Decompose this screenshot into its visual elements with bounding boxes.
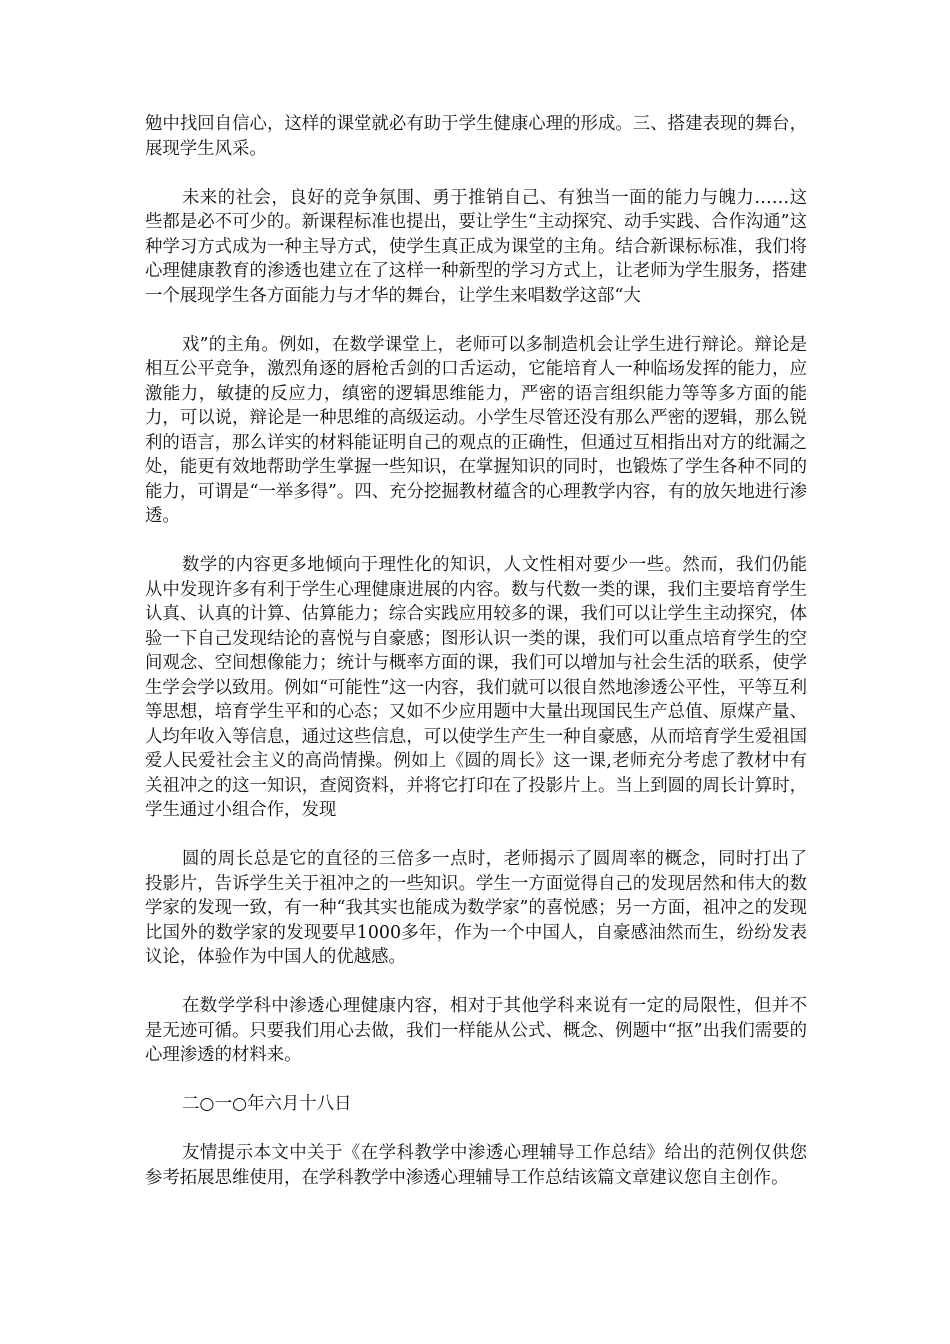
document-body	[145, 112, 807, 1215]
date-line: 二○一○年六月十八日	[182, 1094, 352, 1114]
paragraph-6: 在数学学科中渗透心理健康内容，相对于其他学科来说有一定的局限性，但并不是无迹可循。只要我们用心去做，我们一样能从公式、概念、例题中“抠”出我们需要的心理渗透的材料来。	[145, 996, 807, 1065]
footer-notice: 友情提示本文中关于《在学科教学中渗透心理辅导工作总结》给出的范例仅供您参考拓展思维使用，在学科教学中渗透心理辅导工作总结该篇文章建议您自主创作。	[145, 1143, 807, 1188]
paragraph-3: 戏”的主角。例如，在数学课堂上，老师可以多制造机会让学生进行辩论。辩论是相互公平竞争，激烈角逐的唇枪舌剑的口舌运动，它能培育人一种临场发挥的能力，应激能力，敏捷的反应力，缜密的逻辑思维能力，严密的语言组织能力等等多方面的能力，可以说，辩论是一种思维的高级运动。小学生尽管还没有那么严密的逻辑，那么锐利的语言，那么详实的材料能证明自己的观点的正确性，但通过互相指出对方的纰漏之处，能更有效地帮助学生掌握一些知识，在掌握知识的同时，也锻炼了学生各种不同的能力，可谓是“一举多得”。四、充分挖掘教材蕴含的心理教学内容，有的放矢地进行渗透。	[145, 334, 807, 526]
paragraph-5: 圆的周长总是它的直径的三倍多一点时，老师揭示了圆周率的概念，同时打出了投影片，告诉学生关于祖冲之的一些知识。学生一方面觉得自己的发现居然和伟大的数学家的发现一致，有一种“我其实也能成为数学家”的喜悦感；另一方面，祖冲之的发现比国外的数学家的发现要早1000多年，作为一个中国人，自豪感油然而生，纷纷发表议论，体验作为中国人的优越感。	[145, 849, 807, 967]
paragraph-4: 数学的内容更多地倾向于理性化的知识，人文性相对要少一些。然而，我们仍能从中发现许多有利于学生心理健康进展的内容。数与代数一类的课，我们主要培育学生认真、认真的计算、估算能力；综合实践应用较多的课，我们可以让学生主动探究，体验一下自己发现结论的喜悦与自豪感；图形认识一类的课，我们可以重点培育学生的空间观念、空间想像能力；统计与概率方面的课，我们可以增加与社会生活的联系，使学生学会学以致用。例如“可能性”这一内容，我们就可以很自然地渗透公平性，平等互利等思想，培育学生平和的心态；又如不少应用题中大量出现国民生产总值、原煤产量、人均年收入等信息，通过这些信息，可以使学生产生一种自豪感，从而培育学生爱祖国爱人民爱社会主义的高尚情操。例如上《圆的周长》这一课,老师充分考虑了教材中有关祖冲之的这一知识，查阅资料，并将它打印在了投影片上。当上到圆的周长计算时，学生通过小组合作，发现	[145, 555, 807, 820]
paragraph-1: 勉中找回自信心，这样的课堂就必有助于学生健康心理的形成。三、搭建表现的舞台，展现学生风采。	[145, 114, 807, 159]
paragraph-2: 未来的社会，良好的竞争氛围、勇于推销自己、有独当一面的能力与魄力……这些都是必不可少的。新课程标准也提出，要让学生“主动探究、动手实践、合作沟通”这种学习方式成为一种主导方式，使学生真正成为课堂的主角。结合新课标标准，我们将心理健康教育的渗透也建立在了这样一种新型的学习方式上，让老师为学生服务，搭建一个展现学生各方面能力与才华的舞台，让学生来唱数学这部“大	[145, 187, 807, 306]
